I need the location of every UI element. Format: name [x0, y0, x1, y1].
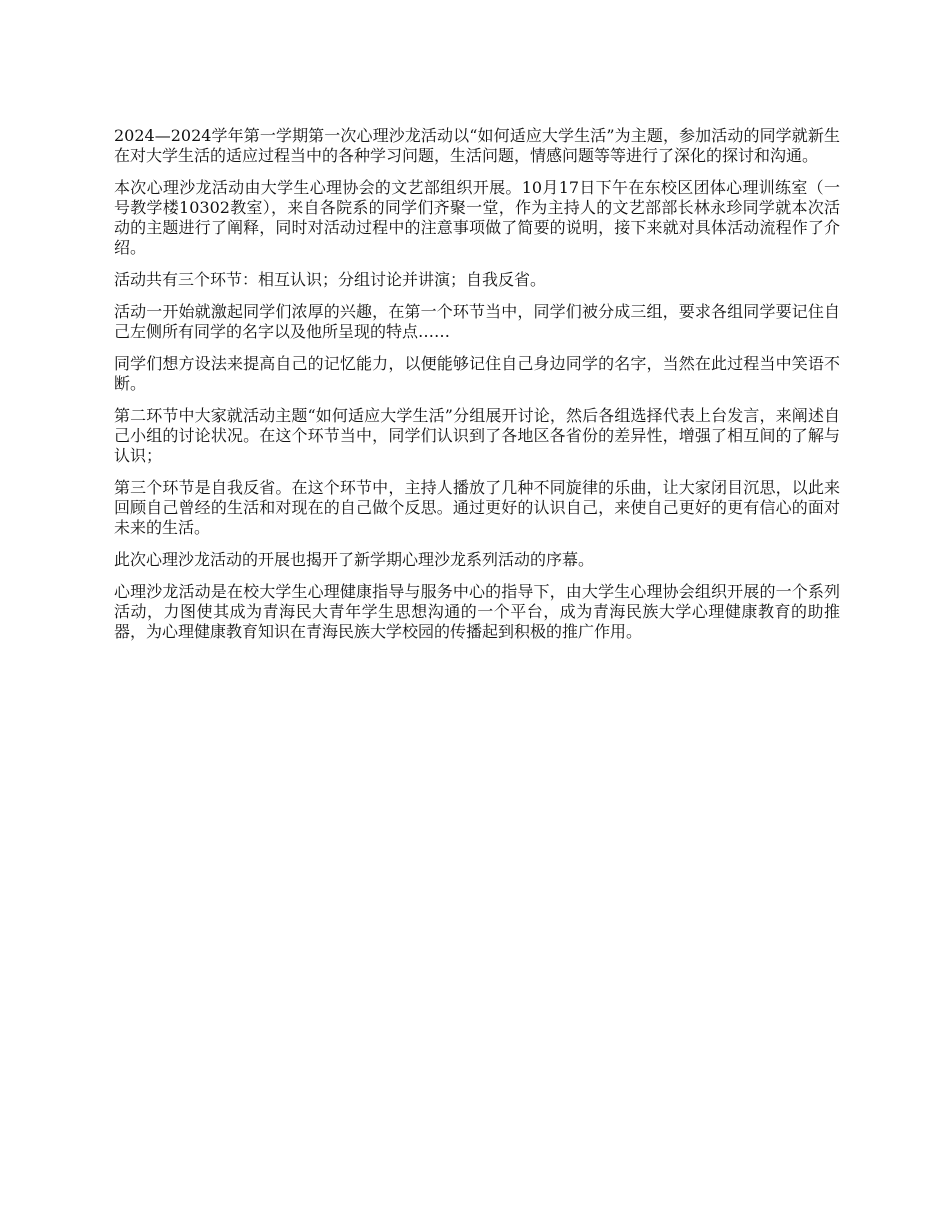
- paragraph-intro: 2024—2024学年第一学期第一次心理沙龙活动以“如何适应大学生活”为主题，参加活动的同学就新生在对大学生活的适应过程当中的各种学习问题，生活问题，情感问题等等进行了深化的探讨和沟通。: [114, 126, 840, 165]
- paragraph-organization: 本次心理沙龙活动由大学生心理协会的文艺部组织开展。10月17日下午在东校区团体心理训练室（一号教学楼10302教室），来自各院系的同学们齐聚一堂，作为主持人的文艺部部长林永珍同学就本次活动的主题进行了阐释，同时对活动过程中的注意事项做了简要的说明，接下来就对具体活动流程作了介绍。: [114, 178, 840, 257]
- paragraph-conclusion: 心理沙龙活动是在校大学生心理健康指导与服务中心的指导下，由大学生心理协会组织开展的一个系列活动，力图使其成为青海民大青年学生思想沟通的一个平台，成为青海民族大学心理健康教育的助推器，为心理健康教育知识在青海民族大学校园的传播起到积极的推广作用。: [114, 582, 840, 641]
- document-body: [114, 126, 840, 654]
- paragraph-sections: 活动共有三个环节：相互认识；分组讨论并讲演；自我反省。: [114, 270, 547, 289]
- paragraph-memory: 同学们想方设法来提高自己的记忆能力，以便能够记住自己身边同学的名字，当然在此过程当中笑语不断。: [114, 354, 840, 393]
- paragraph-series-opening: 此次心理沙龙活动的开展也揭开了新学期心理沙龙系列活动的序幕。: [114, 550, 595, 569]
- paragraph-section-one: 活动一开始就激起同学们浓厚的兴趣，在第一个环节当中，同学们被分成三组，要求各组同学要记住自己左侧所有同学的名字以及他所呈现的特点……: [114, 302, 840, 341]
- paragraph-section-three: 第三个环节是自我反省。在这个环节中，主持人播放了几种不同旋律的乐曲，让大家闭目沉思，以此来回顾自己曾经的生活和对现在的自己做个反思。通过更好的认识自己，来使自己更好的更有信心的面对未来的生活。: [114, 478, 840, 537]
- paragraph-section-two: 第二环节中大家就活动主题“如何适应大学生活”分组展开讨论，然后各组选择代表上台发言，来阐述自己小组的讨论状况。在这个环节当中，同学们认识到了各地区各省份的差异性，增强了相互间的了解与认识；: [114, 406, 840, 465]
